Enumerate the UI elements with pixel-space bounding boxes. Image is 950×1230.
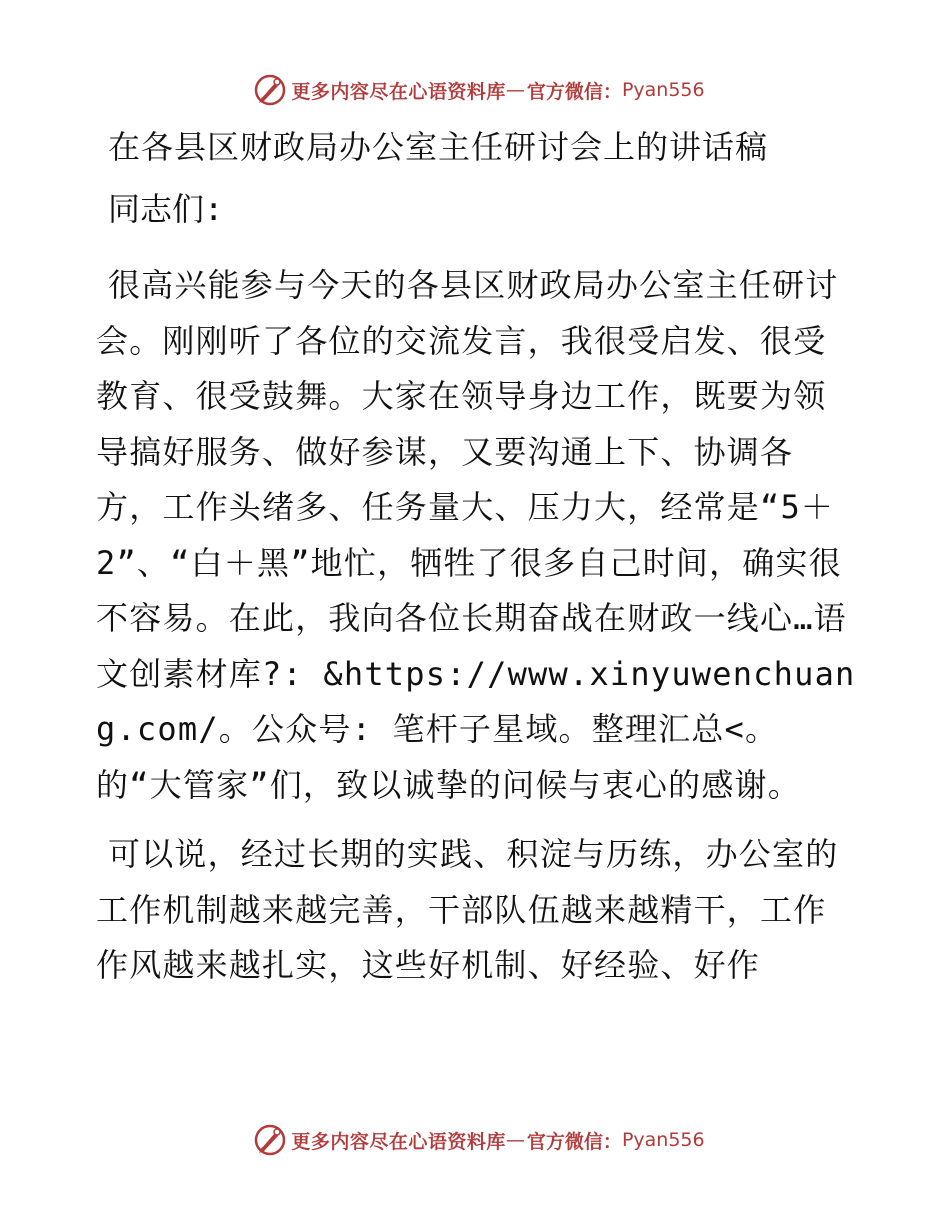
banner-wechat-id: Pyan556	[621, 79, 705, 101]
document-title: 在各县区财政局办公室主任研讨会上的讲话稿	[108, 128, 769, 166]
pen-logo-icon	[253, 73, 287, 107]
footer-wechat-id: Pyan556	[621, 1129, 705, 1151]
paragraph-2: 可以说，经过长期的实践、积淀与历练，办公室的工作机制越来越完善，干部队伍越来越精干，工作作风越来越扎实，这些好机制、好经验、好作	[96, 835, 839, 984]
document-greeting: 同志们:	[108, 190, 224, 228]
footer-dash: —	[505, 1129, 525, 1151]
banner-dash: —	[505, 79, 525, 101]
banner-wechat-label: 官方微信：	[526, 80, 622, 103]
footer-slogan: 更多内容尽在心语资料库	[291, 1130, 506, 1153]
banner-slogan: 更多内容尽在心语资料库	[291, 80, 506, 103]
header-banner	[0, 70, 950, 110]
document-body	[96, 118, 856, 994]
pen-logo-icon	[253, 1123, 287, 1157]
footer-banner	[0, 1120, 950, 1160]
paragraph-1: 很高兴能参与今天的各县区财政局办公室主任研讨会。刚刚听了各位的交流发言，我很受启发、很受教育、很受鼓舞。大家在领导身边工作，既要为领导搞好服务、做好参谋，又要沟通上下、协调各方，工作头绪多、任务量大、压力大，经常是“5＋2”、“白＋黑”地忙，牺牲了很多自己时间，确实很不容易。在此，我向各位长期奋战在财政一线心…语文创素材库?: &https://www.xinyuwenchuang.com/。公众号: 笔杆子星域。整理汇总<。的“大管家”们，致以诚挚的问候与衷心的感谢。	[96, 266, 856, 804]
footer-wechat-label: 官方微信：	[526, 1130, 622, 1153]
